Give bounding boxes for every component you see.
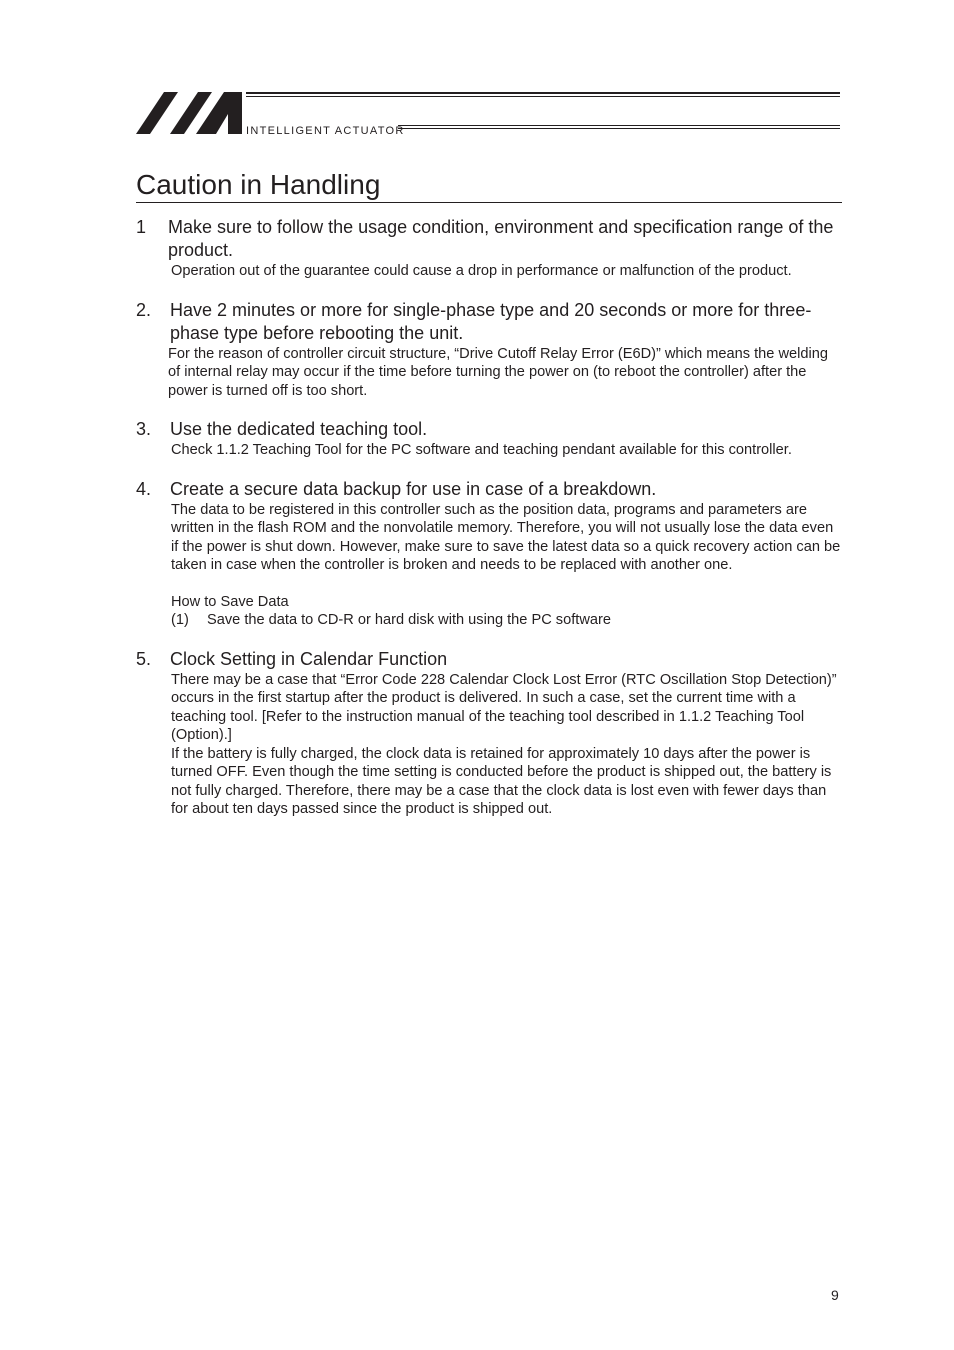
sub-list-item [171, 611, 842, 630]
item-number: 4. [136, 478, 152, 499]
item-description: The data to be registered in this controller such as the position data, programs and parameters are written in the flash ROM and the nonvolatile memory. Therefore, you will not usually lose the data even if the power is shut down. However, make sure to save the latest data so a quick recovery action can be taken in case when the controller is broken and needs to be replaced with another one. [171, 501, 841, 573]
item-heading: Have 2 minutes or more for single-phase type and 20 seconds or more for three-phase type before rebooting the unit. [170, 299, 812, 343]
logo-wordmark: INTELLIGENT ACTUATOR [246, 125, 405, 137]
save-data-section [171, 593, 842, 630]
item-heading: Make sure to follow the usage condition, environment and specification range of the product. [168, 217, 834, 260]
header-rule-thin [246, 96, 840, 97]
item-number: 1 [136, 217, 147, 237]
item-heading: Clock Setting in Calendar Function [170, 648, 448, 669]
header-rule [246, 92, 840, 94]
item-description: Check 1.1.2 Teaching Tool for the PC software and teaching pendant available for this controller. [171, 442, 792, 458]
iai-logo-icon [136, 90, 244, 136]
item-number: 3. [136, 419, 152, 439]
item-heading: Use the dedicated teaching tool. [170, 419, 428, 439]
caution-item-3 [136, 418, 842, 460]
item-heading: Create a secure data backup for use in case of a breakdown. [170, 478, 657, 499]
header-rule-right-thin [398, 128, 840, 129]
item-description: There may be a case that “Error Code 228 Calendar Clock Lost Error (RTC Oscillation Stop Detection)” occurs in the first startup after the product is delivered. In such a case, set the current time with a teaching tool. [Refer to the instruction manual of the teaching tool described in 1.1.2 Teaching Tool (Option).] [171, 671, 837, 743]
item-description: For the reason of controller circuit structure, “Drive Cutoff Relay Error (E6D)” which means the welding of internal relay may occur if the time before turning the power on (to reboot the controller) after the power is turned off is too short. [168, 345, 828, 399]
page-title: Caution in Handling [136, 169, 381, 200]
caution-item-5 [136, 648, 842, 819]
title-divider [136, 202, 842, 203]
caution-list [136, 216, 842, 837]
header-rule-right [398, 125, 840, 126]
caution-item-4 [136, 478, 842, 630]
item-description: Operation out of the guarantee could cause a drop in performance or malfunction of the product. [171, 263, 792, 279]
caution-item-2 [136, 299, 842, 401]
item-description-continued: If the battery is fully charged, the clock data is retained for approximately 10 days after the power is turned OFF. Even though the time setting is conducted before the product is shipped out, the battery is not fully charged. Therefore, there may be a case that the clock data is lost even with fewer days than for about ten days passed since the product is shipped out. [171, 745, 832, 817]
item-number: 2. [136, 299, 152, 320]
page-number: 9 [831, 1287, 839, 1303]
page-header [136, 88, 840, 140]
sub-item-number: (1) [171, 612, 189, 628]
caution-item-1 [136, 216, 842, 281]
sub-item-text: Save the data to CD-R or hard disk with using the PC software [207, 612, 611, 628]
item-number: 5. [136, 648, 152, 669]
sub-heading: How to Save Data [171, 593, 289, 610]
